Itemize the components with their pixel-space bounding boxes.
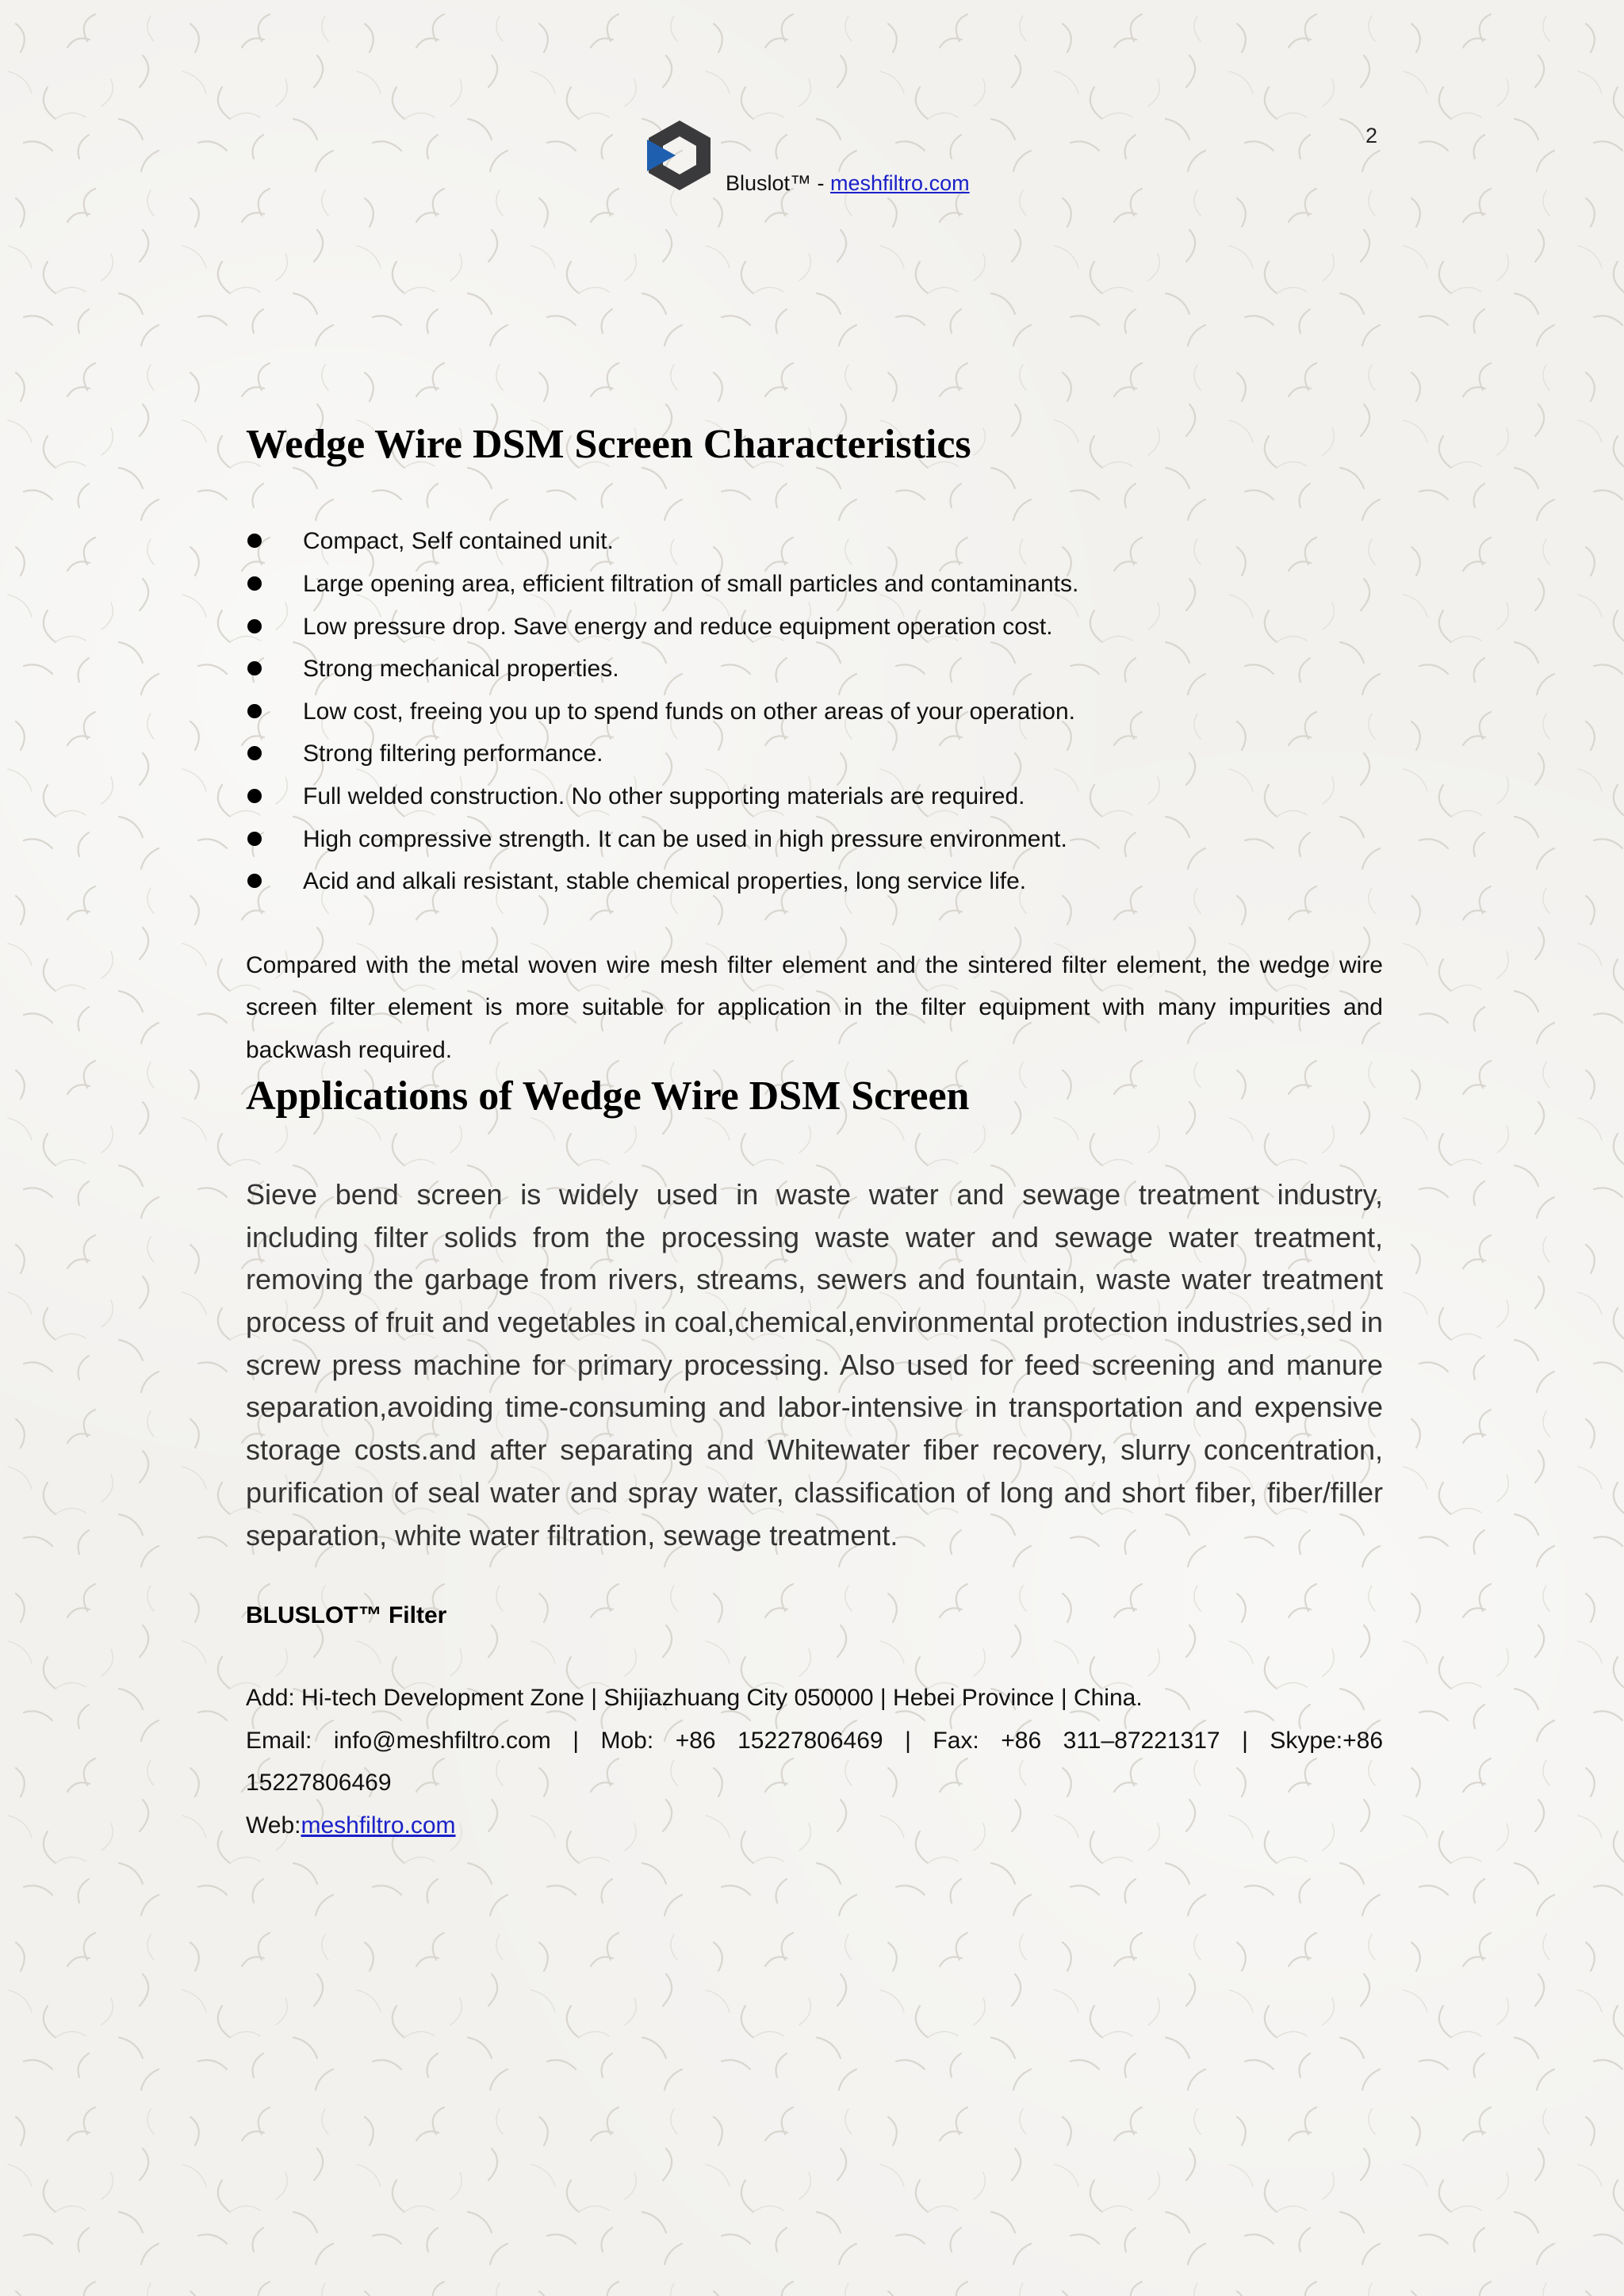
list-item-text: Acid and alkali resistant, stable chemical properties, long service life. [303,868,1027,895]
list-item-text: High compressive strength. It can be used in high pressure environment. [303,825,1067,852]
contact-line-continued: 15227806469 [246,1770,392,1797]
header-website-link[interactable]: meshfiltro.com [830,171,970,195]
list-item-text: Low cost, freeing you up to spend funds on other areas of your operation. [303,698,1075,725]
list-item-text: Low pressure drop. Save energy and reduce equipment operation cost. [303,613,1053,640]
list-item [246,520,1383,563]
footer-website-link[interactable]: meshfiltro.com [301,1812,456,1839]
list-item [246,563,1383,606]
list-item [246,860,1383,903]
bullet-icon [247,789,262,803]
bullet-icon [247,832,262,846]
applications-heading: Applications of Wedge Wire DSM Screen [246,1073,970,1119]
list-item [246,818,1383,861]
brand-prefix: Bluslot™ - [726,171,831,195]
bullet-icon [247,619,262,633]
list-item-text: Large opening area, efficient filtration of small particles and contaminants. [303,570,1079,597]
bluslot-logo [644,117,715,193]
address-line: Add: Hi-tech Development Zone | Shijiazhuang City 050000 | Hebei Province | China. [246,1685,1143,1712]
characteristics-list [246,520,1383,902]
main-content [246,420,1383,1847]
contact-line: Email: info@meshfiltro.com | Mob: +86 15227806469 | Fax: +86 311–87221317 | Skype:+86 [246,1727,1383,1754]
list-item [246,648,1383,691]
list-item-text: Compact, Self contained unit. [303,528,614,555]
bullet-icon [247,746,262,760]
bullet-icon [247,576,262,591]
bullet-icon [247,704,262,718]
company-name: BLUSLOT™ Filter [246,1602,447,1629]
list-item-text: Full welded construction. No other supporting materials are required. [303,783,1025,809]
page-number: 2 [1365,124,1378,147]
list-item-text: Strong mechanical properties. [303,656,619,683]
contact-block [246,1677,1383,1846]
list-item [246,606,1383,649]
bullet-icon [247,661,262,675]
comparison-paragraph: Compared with the metal woven wire mesh filter element and the sintered filter element, the wedge wire screen filter element is more suitable for application in the filter equipment with many impurities and backwash required. [246,951,1383,1063]
characteristics-heading: Wedge Wire DSM Screen Characteristics [246,422,971,467]
bullet-icon [247,874,262,888]
list-item [246,775,1383,818]
page-header [644,117,1009,205]
applications-paragraph: Sieve bend screen is widely used in waste water and sewage treatment industry, including filter solids from the processing waste water and sewage water treatment, removing the garbage from rivers, streams, sewers and fountain, waste water treatment process of fruit and vegetables in coal,chemical,environmental protection industries,sed in screw press machine for primary processing. Also used for feed screening and manure separation,avoiding time-consuming and labor-intensive in transportation and expensive storage costs.and after separating and Whitewater fiber recovery, slurry concentration, purification of seal water and spray water, classification of long and short fiber, fiber/filler separation, white water filtration, sewage treatment. [246,1177,1383,1552]
list-item [246,733,1383,775]
web-label: Web: [246,1812,301,1839]
web-line [246,1804,1383,1847]
bullet-icon [247,534,262,548]
brand-line [726,171,970,196]
list-item [246,691,1383,733]
list-item-text: Strong filtering performance. [303,740,603,767]
